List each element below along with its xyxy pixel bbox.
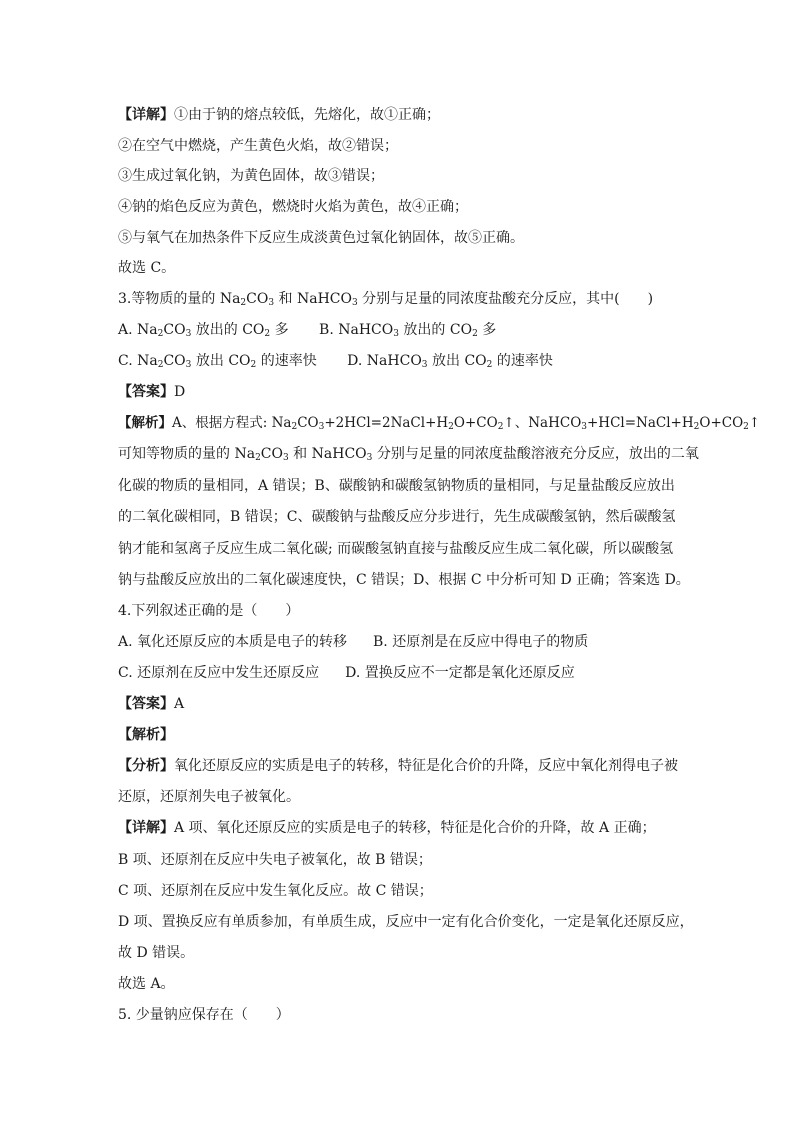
detail-line-2: ②在空气中燃烧，产生黄色火焰，故②错误； [118, 138, 398, 154]
option-a: A. 氧化还原反应的本质是电子的转移 [118, 634, 348, 650]
question-3-analysis-1: 【解析】A、根据方程式: $Na_2CO_3+2HCl=2NaCl+H_2O+CO_2↑$、$NaHCO_3+HCl=NaCl+H_2O+CO_2↑$ [118, 415, 761, 432]
question-4-detail-3: C 项、还原剂在反应中发生氧化反应。故 C 错误； [118, 883, 433, 899]
question-3-analysis-4: 的二氧化碳相同，B 错误；C、碳酸钠与盐酸反应分步进行，先生成碳酸氢钠，然后碳酸氢 [118, 509, 676, 525]
question-3-options-ab [118, 321, 688, 339]
detail-line-5: ⑤与氧气在加热条件下反应生成淡黄色过氧化钠固体，故⑤正确。 [118, 230, 524, 246]
option-d: D. NaHCO$_3$ 放出 $CO_2$ 的速率快 [347, 353, 553, 370]
question-4-answer: 【答案】A [118, 696, 185, 712]
question-4-detail-5: 故 D 错误。 [118, 945, 195, 961]
option-b: B. NaHCO$_3$ 放出的 $CO_2$ 多 [319, 322, 497, 339]
question-3-analysis-5: 钠才能和氢离子反应生成二氧化碳; 而碳酸氢钠直接与盐酸反应生成二氧化碳，所以碳酸氢 [118, 541, 674, 557]
question-3-analysis-6: 钠与盐酸反应放出的二氧化碳速度快，C 错误；D、根据 C 中分析可知 D 正确；答案选 D。 [118, 572, 690, 588]
option-a: A. $Na_2CO_3$ 放出的 $CO_2$ 多 [118, 322, 289, 339]
question-3-analysis-3: 化碳的物质的量相同，A 错误；B、碳酸钠和碳酸氢钠物质的量相同，与足量盐酸反应放出 [118, 478, 675, 494]
detail-line-4: ④钠的焰色反应为黄色，燃烧时火焰为黄色，故④正确； [118, 199, 468, 215]
question-4-options-cd [118, 664, 688, 682]
question-4-analysis-1: 【分析】氧化还原反应的实质是电子的转移，特征是化合价的升降，反应中氧化剂得电子被 [118, 758, 678, 774]
conclusion-line: 故选 C。 [118, 260, 176, 276]
question-5-stem: 5. 少量钠应保存在（ ） [118, 1007, 290, 1023]
detail-text: ①由于钠的熔点较低，先熔化，故①正确； [174, 107, 440, 123]
question-3-options-cd [118, 352, 688, 370]
option-d: D. 置换反应不一定都是氧化还原反应 [345, 665, 575, 681]
option-b: B. 还原剂是在反应中得电子的物质 [373, 634, 589, 650]
option-c: C. $Na_2CO_3$ 放出 $CO_2$ 的速率快 [118, 353, 317, 370]
question-4-analysis-2: 还原，还原剂失电子被氧化。 [118, 789, 300, 805]
question-3-analysis-2: 可知等物质的量的 $Na_2CO_3$ 和 NaHCO$_3$ 分别与足量的同浓度盐酸溶液充分反应，放出的二氧 [118, 446, 699, 463]
question-4-detail-4: D 项、置换反应有单质参加，有单质生成，反应中一定有化合价变化，一定是氧化还原反应， [118, 914, 694, 930]
question-4-stem: 4.下列叙述正确的是（ ） [118, 603, 300, 619]
detail-tag: 【详解】 [118, 107, 174, 123]
question-3-answer: 【答案】D [118, 384, 186, 400]
detail-line-1 [118, 106, 688, 124]
detail-line-3: ③生成过氧化钠，为黄色固体，故③错误； [118, 168, 384, 184]
option-c: C. 还原剂在反应中发生还原反应 [118, 665, 320, 681]
question-4-analysis-heading: 【解析】 [118, 727, 174, 743]
question-4-conclusion: 故选 A。 [118, 976, 175, 992]
question-4-options-ab [118, 633, 688, 651]
question-3-stem: 3.等物质的量的 $Na_2CO_3$ 和 NaHCO$_3$ 分别与足量的同浓度盐酸充分反应，其中( ) [118, 291, 654, 308]
question-4-detail-1: 【详解】A 项、氧化还原反应的实质是电子的转移，特征是化合价的升降，故 A 正确； [118, 820, 656, 836]
question-4-detail-2: B 项、还原剂在反应中失电子被氧化，故 B 错误； [118, 852, 432, 868]
